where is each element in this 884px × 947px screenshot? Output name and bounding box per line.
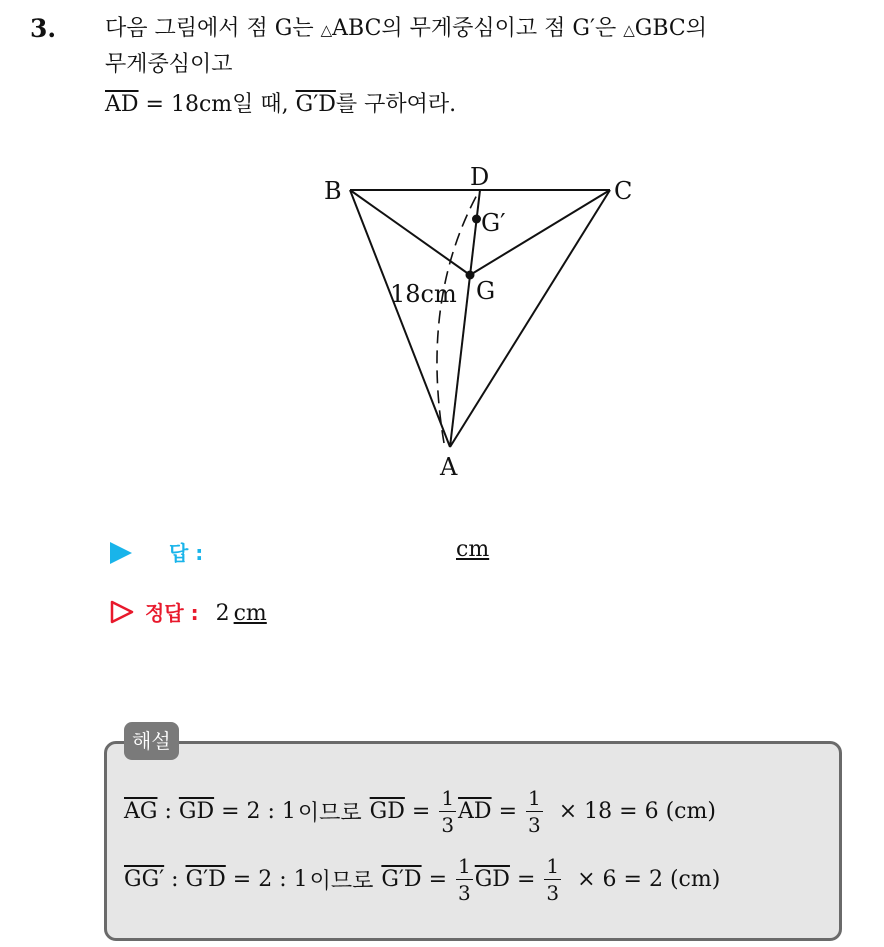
- segment-g-prime-d: G′D: [295, 92, 336, 117]
- label-d: D: [470, 163, 490, 191]
- question-text-3end: 를 구하여라.: [335, 92, 457, 117]
- exp1-seg4: $\overline{AD}$: [458, 798, 492, 824]
- explanation-box: [104, 741, 842, 941]
- exp1-tail: × 18 = 6 (cm): [558, 798, 716, 824]
- exp1-ratio: = 2 : 1: [214, 798, 296, 824]
- exp1-eq2: =: [491, 798, 524, 824]
- label-b: B: [324, 177, 342, 205]
- play-icon: [110, 542, 132, 564]
- explanation-tag: 해설: [124, 722, 179, 760]
- exp1-seg3: $\overline{GD}$: [369, 798, 405, 824]
- exp2-seg1: GG′: [124, 866, 165, 892]
- point-g: [466, 271, 475, 280]
- exp2-eq: =: [421, 866, 454, 892]
- exp2-seg4: $\overline{GD}$: [474, 866, 510, 892]
- triangle-symbol-2: △: [623, 21, 635, 39]
- exp2-colon: :: [164, 866, 186, 892]
- length-label: 18cm: [390, 280, 457, 308]
- exp1-word: 이므로: [297, 800, 362, 826]
- explanation-line-1: [124, 784, 716, 838]
- exp2-word: 이므로: [309, 868, 374, 894]
- question-line-1: [105, 14, 707, 45]
- exp2-seg3: G′D: [381, 866, 422, 892]
- exp1-eq: =: [404, 798, 438, 824]
- answer-unit: cm: [456, 537, 490, 562]
- exp1-den2: 3: [528, 812, 541, 837]
- exp2-fraction-2: [544, 853, 561, 905]
- question-line-2: 무게중심이고: [105, 52, 233, 77]
- question-text-3mid: = 18cm일 때,: [138, 92, 296, 117]
- exp2-eq2: =: [509, 866, 543, 892]
- exp2-tail: × 6 = 2 (cm): [577, 866, 721, 892]
- exp2-den: 3: [458, 880, 471, 905]
- play-outline-icon: [110, 600, 134, 624]
- exp2-num2: 1: [546, 853, 560, 878]
- label-a: A: [440, 453, 458, 481]
- question-text-1a: 다음 그림에서 점 G는: [105, 16, 321, 41]
- question-number: 3.: [30, 14, 57, 43]
- segment-ab: [350, 190, 450, 447]
- explanation-line-2: [124, 852, 720, 906]
- correct-answer-value: 2: [215, 601, 230, 626]
- exp1-fraction: [439, 785, 456, 837]
- exp2-num: 1: [458, 853, 471, 878]
- segment-ac: [450, 190, 610, 447]
- segment-bg: [350, 190, 470, 275]
- question-text-1b: ABC의 무게중심이고 점 G′은: [332, 16, 624, 41]
- correct-answer-unit: cm: [233, 601, 267, 626]
- label-c: C: [614, 177, 633, 205]
- answer-label: 답 :: [169, 541, 204, 565]
- exp1-colon: :: [157, 798, 179, 824]
- label-g: G: [476, 277, 496, 305]
- exp1-fraction-2: [526, 785, 543, 837]
- correct-answer-row: [110, 597, 267, 626]
- exp2-ratio: = 2 : 1: [225, 866, 308, 892]
- exp1-seg1: $\overline{AG}$: [124, 798, 158, 824]
- exp1-den: 3: [441, 812, 455, 837]
- answer-blank[interactable]: [456, 537, 489, 562]
- point-g-prime: [472, 215, 481, 224]
- triangle-symbol: △: [320, 21, 333, 39]
- dashed-arc-ad: [437, 193, 478, 443]
- exp2-den2: 3: [546, 880, 560, 905]
- correct-answer-label: 정답 :: [145, 601, 199, 625]
- exp1-seg2: $\overline{GD}$: [178, 798, 215, 824]
- exp1-num: 1: [441, 785, 455, 810]
- question-text-1c: GBC의: [634, 16, 708, 41]
- exp2-seg2: G′D: [185, 866, 226, 892]
- exp2-fraction: [456, 853, 473, 905]
- triangle-figure: [300, 160, 660, 490]
- segment-ad: $\overline{AD}$: [105, 92, 139, 117]
- exp1-num2: 1: [528, 785, 541, 810]
- label-g-prime: G′: [481, 209, 506, 237]
- question-line-3: [105, 90, 456, 120]
- median-ad: [450, 190, 480, 447]
- answer-row: [110, 537, 203, 566]
